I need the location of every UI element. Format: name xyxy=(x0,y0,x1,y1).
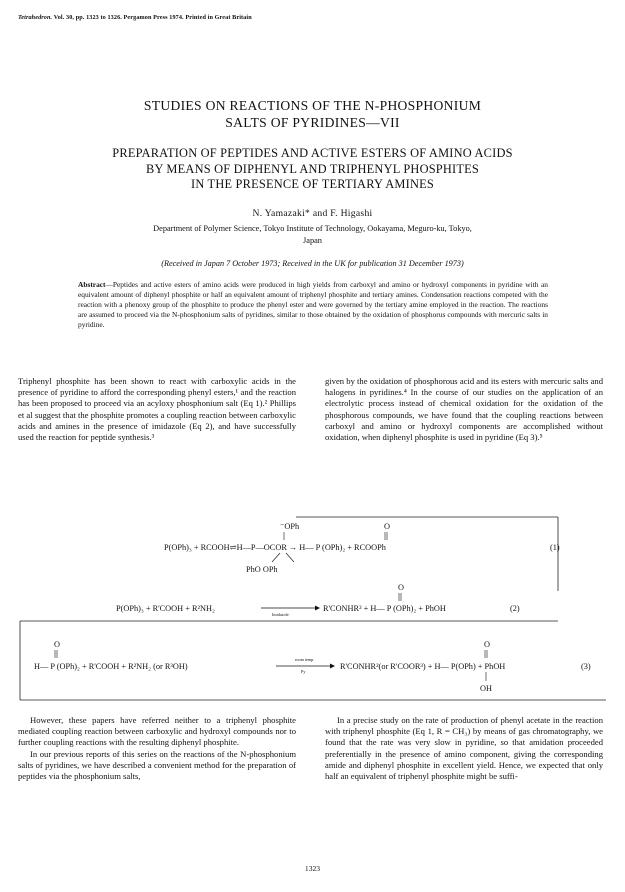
eq3-condition-top: room temp. xyxy=(295,657,315,662)
eq3-left: H— P (OPh)₂ + R'COOH + R²NH₂ (or R³OH) xyxy=(34,662,188,671)
eq1-left: P(OPh)₃ + RCOOH⇌H—P—OCOR → H— P (OPh)₂ + RCOOPh xyxy=(164,543,386,552)
eq3-oxygen-right: O xyxy=(484,640,490,649)
eq1-number: (1) xyxy=(550,543,560,552)
subtitle-line-1: PREPARATION OF PEPTIDES AND ACTIVE ESTERS OF AMINO ACIDS xyxy=(112,146,513,160)
received-dates: (Received in Japan 7 October 1973; Received in the UK for publication 31 December 1973) xyxy=(161,259,464,268)
eq1-anion: ⁻OPh xyxy=(280,522,300,531)
eq3-arrow-head xyxy=(330,664,335,669)
eq2-oxygen: O xyxy=(398,583,404,592)
body-top-left-column xyxy=(18,376,296,443)
eq2-catalyst: Imidazole xyxy=(272,612,289,617)
body-top-left-paragraph: Triphenyl phosphite has been shown to react with carboxylic acids in the presence of pyridine to afford the corresponding phenyl esters,¹ and the reaction has been proposed to proceed via an acyloxy phosphonium salt (Eq 1).² Phillips et al suggest that the phosphite promotes a coupling reaction between carboxylic acids and amines in the presence of imidazole (Eq 2), and have successfully used the reaction for peptide synthesis.³ xyxy=(18,376,296,443)
eq3-oh: OH xyxy=(480,684,492,693)
eq1-oxygen: O xyxy=(384,522,390,531)
article-subtitle xyxy=(30,146,595,193)
body-bottom-right-paragraph: In a precise study on the rate of production of phenyl acetate in the reaction with triphenyl phosphite (Eq 1, R = CH₃) by means of gas chromatography, we found that the rate was very slow in pyridine, so that amidation proceeded preferentially in the presence of amino component, giving the corresponding amide and diphenyl phosphite in excellent yield. Hence, we expected that only half an equivalent of triphenyl phosphite might be suffi- xyxy=(325,715,603,782)
abstract xyxy=(78,280,548,330)
subtitle-line-3: IN THE PRESENCE OF TERTIARY AMINES xyxy=(191,177,434,191)
affiliation-line-2: Japan xyxy=(303,235,322,245)
eq1-phenoxy: PhO OPh xyxy=(246,565,278,574)
title-line-1: STUDIES ON REACTIONS OF THE N-PHOSPHONIUM xyxy=(143,98,482,113)
title-line-2: SALTS OF PYRIDINES—VII xyxy=(225,115,400,130)
eq1-bond-right xyxy=(286,553,294,562)
journal-name: Tetrahedron. xyxy=(18,14,53,21)
subtitle-line-2: BY MEANS OF DIPHENYL AND TRIPHENYL PHOSPHITES xyxy=(145,161,480,176)
equation-scheme xyxy=(18,510,608,703)
journal-header xyxy=(18,14,608,21)
body-bottom-left-paragraph-2: In our previous reports of this series on the reactions of the N-phosphonium salts of pyridines, we have described a convenient method for the preparation of peptides via the phosphonium salts, xyxy=(18,748,296,782)
eq3-right: R'CONHR²(or R'COOR³) + H— P(OPh) + PhOH xyxy=(340,662,506,671)
body-top-right-column xyxy=(325,376,603,443)
body-bottom-right-column xyxy=(325,715,603,782)
eq3-condition-bottom: Py xyxy=(301,669,306,674)
journal-citation: Vol. 30, pp. 1323 to 1326. Pergamon Press 1974. Printed in Great Britain xyxy=(53,14,252,21)
eq2-right: R'CONHR² + H— P (OPh)₂ + PhOH xyxy=(323,604,446,613)
equation-scheme-svg xyxy=(18,510,608,703)
eq3-number: (3) xyxy=(581,662,591,671)
affiliation xyxy=(60,223,565,246)
article-title xyxy=(30,97,595,131)
eq2-number: (2) xyxy=(510,604,520,613)
eq1-bond-left xyxy=(272,553,280,562)
authors: N. Yamazaki* and F. Higashi xyxy=(252,208,373,219)
abstract-label: Abstract xyxy=(78,280,106,289)
affiliation-line-1: Department of Polymer Science, Tokyo Institute of Technology, Ookayama, Meguro-ku, Tokyo, xyxy=(153,224,472,233)
abstract-text: —Peptides and active esters of amino acids were produced in high yields from carboxyl and amino or hydroxyl components in pyridine with an equivalent amount of diphenyl phosphite or half an equivalent amount of triphenyl phosphite and tertiary amines. Condensation reactions competed with the reaction with a phenoxy group of the phosphite to produce the phenyl ester and were governed by the tertiary amine employed in the reaction. The reactions are assumed to proceed via the N-phosphonium salts of pyridines, similar to those obtained by the oxidation of phosphorus compounds with mercuric salts in pyridine. xyxy=(78,280,548,329)
body-top-right-paragraph: given by the oxidation of phosphorous acid and its esters with mercuric salts and halogens in pyridines.⁴ In the course of our studies on the application of an electrolytic process instead of chemical oxidation for the oxidation of the phosphorous compounds, we have found that the coupling reactions between carboxyl and amino or hydroxyl components are accomplished without oxidation, when diphenyl phosphite is used in pyridine (Eq 3).⁵ xyxy=(325,376,603,443)
page-number: 1323 xyxy=(304,864,321,873)
body-bottom-left-paragraph-1: However, these papers have referred neither to a triphenyl phosphite mediated coupling reaction between carboxylic and hydroxyl compounds nor to further coupling reactions with the resulting diphenyl phosphite. xyxy=(18,715,296,748)
eq2-arrow-head xyxy=(315,606,320,611)
body-bottom-left-column xyxy=(18,715,296,782)
eq3-oxygen-left: O xyxy=(54,640,60,649)
eq2-left: P(OPh)₃ + R'COOH + R²NH₂ xyxy=(116,604,215,613)
